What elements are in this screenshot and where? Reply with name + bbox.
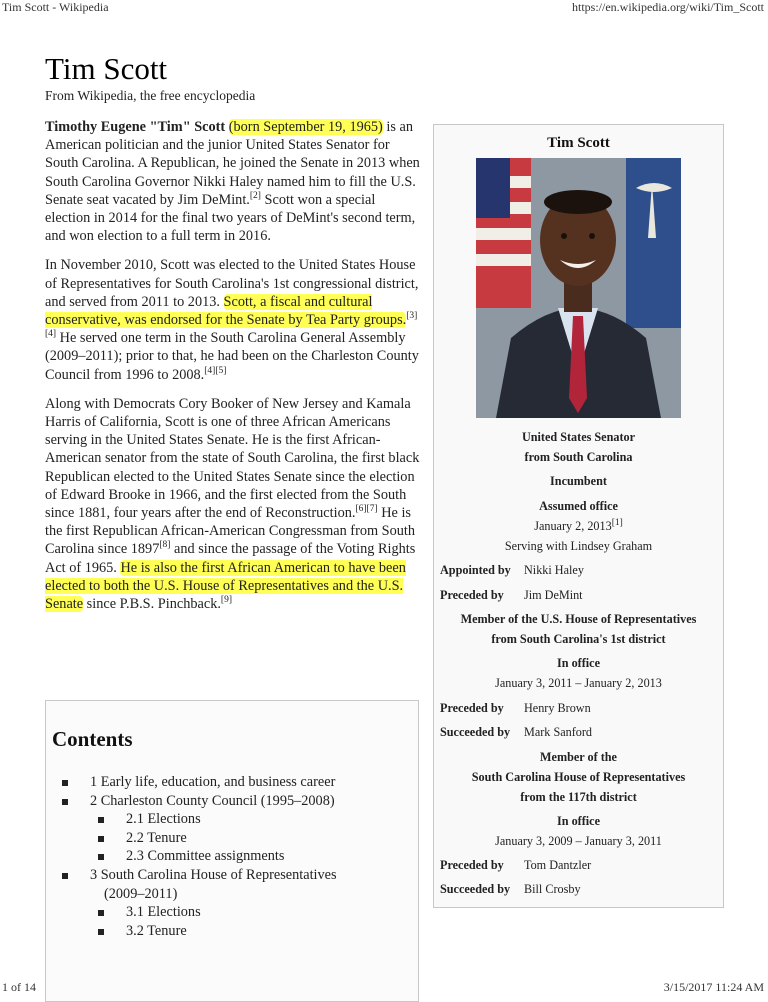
infobox-row-appointed: Appointed by Nikki Haley bbox=[440, 563, 584, 577]
citation-link[interactable]: [4][5] bbox=[204, 365, 227, 376]
infobox-row-preceded: Preceded by Jim DeMint bbox=[440, 588, 583, 602]
toc-subitem[interactable]: 2.1 Elections bbox=[110, 810, 404, 829]
toc-subitem[interactable]: 2.3 Committee assignments bbox=[110, 847, 404, 866]
toc-sublist bbox=[110, 810, 404, 866]
infobox bbox=[433, 124, 724, 908]
toc-subitem[interactable]: 2.2 Tenure bbox=[110, 829, 404, 848]
lead-paragraph-3: Along with Democrats Cory Booker of New Jersey and Kamala Harris of California, Scott is one of three African Americans serving in the United States Senate. He is the first African-American senator from the state of South Carolina, the first black Republican elected to the United States Senate since the election of Edward Brooke in 1966, and the first elected from the South since 1881, four years after the end of Reconstruction.[6][7] He is the first Republican African-American Congressman from South Carolina since 1897[8] and since the passage of the Voting Rights Act of 1965. He is also the first African American to have been elected to both the U.S. House of Representatives and the U.S. Senate since P.B.S. Pinchback.[9] bbox=[45, 395, 420, 613]
infobox-row-succeeded: Succeeded by Bill Crosby bbox=[440, 882, 581, 896]
infobox-in-office-dates: January 3, 2011 – January 2, 2013 bbox=[495, 676, 662, 690]
infobox-office-sc-house-name[interactable]: South Carolina House of Representatives bbox=[471, 770, 686, 784]
infobox-row-preceded: Preceded by Tom Dantzler bbox=[440, 858, 592, 872]
print-header-url[interactable]: https://en.wikipedia.org/wiki/Tim_Scott bbox=[571, 0, 764, 14]
lead-paragraph-2: In November 2010, Scott was elected to the United States House of Representatives for South Carolina's 1st congressional district, and served from 2011 to 2013. Scott, a fiscal and cultural conservative, was endorsed for the Senate by Tea Party groups.[3][4] He served one term in the South Carolina General Assembly (2009–2011); prior to that, he had been on the Charleston County Council from 1996 to 2008.[4][5] bbox=[45, 257, 419, 383]
lead-paragraph-1: Timothy Eugene "Tim" Scott (born September 19, 1965) is an American politician and the junior United States Senator for South Carolina. A Republican, he joined the Senate in 2013 when South Carolina Governor Nikki Haley named him to fill the U.S. Senate seat vacated by Jim DeMint.[2] Scott won a special election in 2014 for the final two years of DeMint's second term, and won election to a full term in 2016. bbox=[45, 119, 420, 245]
table-of-contents bbox=[45, 700, 419, 1002]
portrait-photo bbox=[476, 158, 681, 418]
portrait-image[interactable] bbox=[476, 158, 681, 418]
print-header-title: Tim Scott - Wikipedia bbox=[2, 0, 109, 14]
toc-item[interactable]: 1 Early life, education, and business career bbox=[74, 773, 404, 792]
toc-list bbox=[74, 773, 404, 940]
infobox-office-house-district[interactable]: from South Carolina's 1st district bbox=[491, 632, 666, 646]
print-footer-page-counter: 1 of 14 bbox=[2, 980, 36, 994]
page-title: Tim Scott bbox=[45, 51, 168, 86]
toc-heading: Contents bbox=[52, 727, 133, 751]
infobox-in-office-label: In office bbox=[557, 656, 600, 670]
infobox-title: Tim Scott bbox=[547, 135, 610, 151]
infobox-assumed-date: January 2, 2013[1] bbox=[534, 517, 623, 533]
infobox-serving-with: Serving with Lindsey Graham bbox=[504, 539, 653, 553]
citation-link[interactable]: [1] bbox=[611, 517, 623, 528]
highlight-birth: (born September 19, 1965) bbox=[228, 119, 383, 135]
subject-name: Timothy Eugene "Tim" Scott bbox=[45, 119, 226, 135]
infobox-office-senate[interactable]: United States Senator bbox=[521, 430, 636, 444]
citation-link[interactable]: [3][4] bbox=[45, 311, 418, 340]
print-footer-timestamp: 3/15/2017 11:24 AM bbox=[663, 980, 764, 994]
toc-subitem[interactable]: 3.1 Elections bbox=[110, 903, 404, 922]
highlight-first-both: He is also the first African American to have been elected to both the U.S. House of Representatives and the U.S. Senate bbox=[45, 559, 406, 613]
citation-link[interactable]: [9] bbox=[220, 595, 232, 606]
infobox-row-succeeded: Succeeded by Mark Sanford bbox=[440, 725, 593, 739]
citation-link[interactable]: [8] bbox=[159, 540, 171, 551]
infobox-row-preceded: Preceded by Henry Brown bbox=[440, 701, 591, 715]
infobox-office-senate-state[interactable]: from South Carolina bbox=[524, 450, 633, 464]
citation-link[interactable]: [6][7] bbox=[355, 504, 378, 515]
infobox-assumed-label: Assumed office bbox=[539, 499, 618, 513]
toc-sublist bbox=[110, 903, 404, 940]
article-body bbox=[45, 118, 421, 624]
infobox-office-sc-house-district: from the 117th district bbox=[520, 790, 637, 804]
toc-item[interactable]: 3 South Carolina House of Representatives (2009–2011) 3.1 Elections 3.2 Tenure bbox=[74, 866, 404, 940]
highlight-tea-party: Scott, a fiscal and cultural conservative, was endorsed for the Senate by Tea Party groups. bbox=[45, 293, 407, 329]
infobox-in-office-label: In office bbox=[557, 814, 600, 828]
infobox-in-office-dates: January 3, 2009 – January 3, 2011 bbox=[495, 834, 662, 848]
infobox-incumbent: Incumbent bbox=[550, 474, 607, 488]
infobox-office-sc-house: Member of the bbox=[540, 750, 617, 764]
toc-subitem[interactable]: 3.2 Tenure bbox=[110, 922, 404, 941]
infobox-office-house[interactable]: Member of the U.S. House of Representatives bbox=[460, 612, 697, 626]
toc-item[interactable]: 2 Charleston County Council (1995–2008) 2.1 Elections 2.2 Tenure 2.3 Committee assignments bbox=[74, 792, 404, 866]
citation-link[interactable]: [2] bbox=[249, 191, 261, 202]
page-tagline: From Wikipedia, the free encyclopedia bbox=[45, 88, 256, 103]
